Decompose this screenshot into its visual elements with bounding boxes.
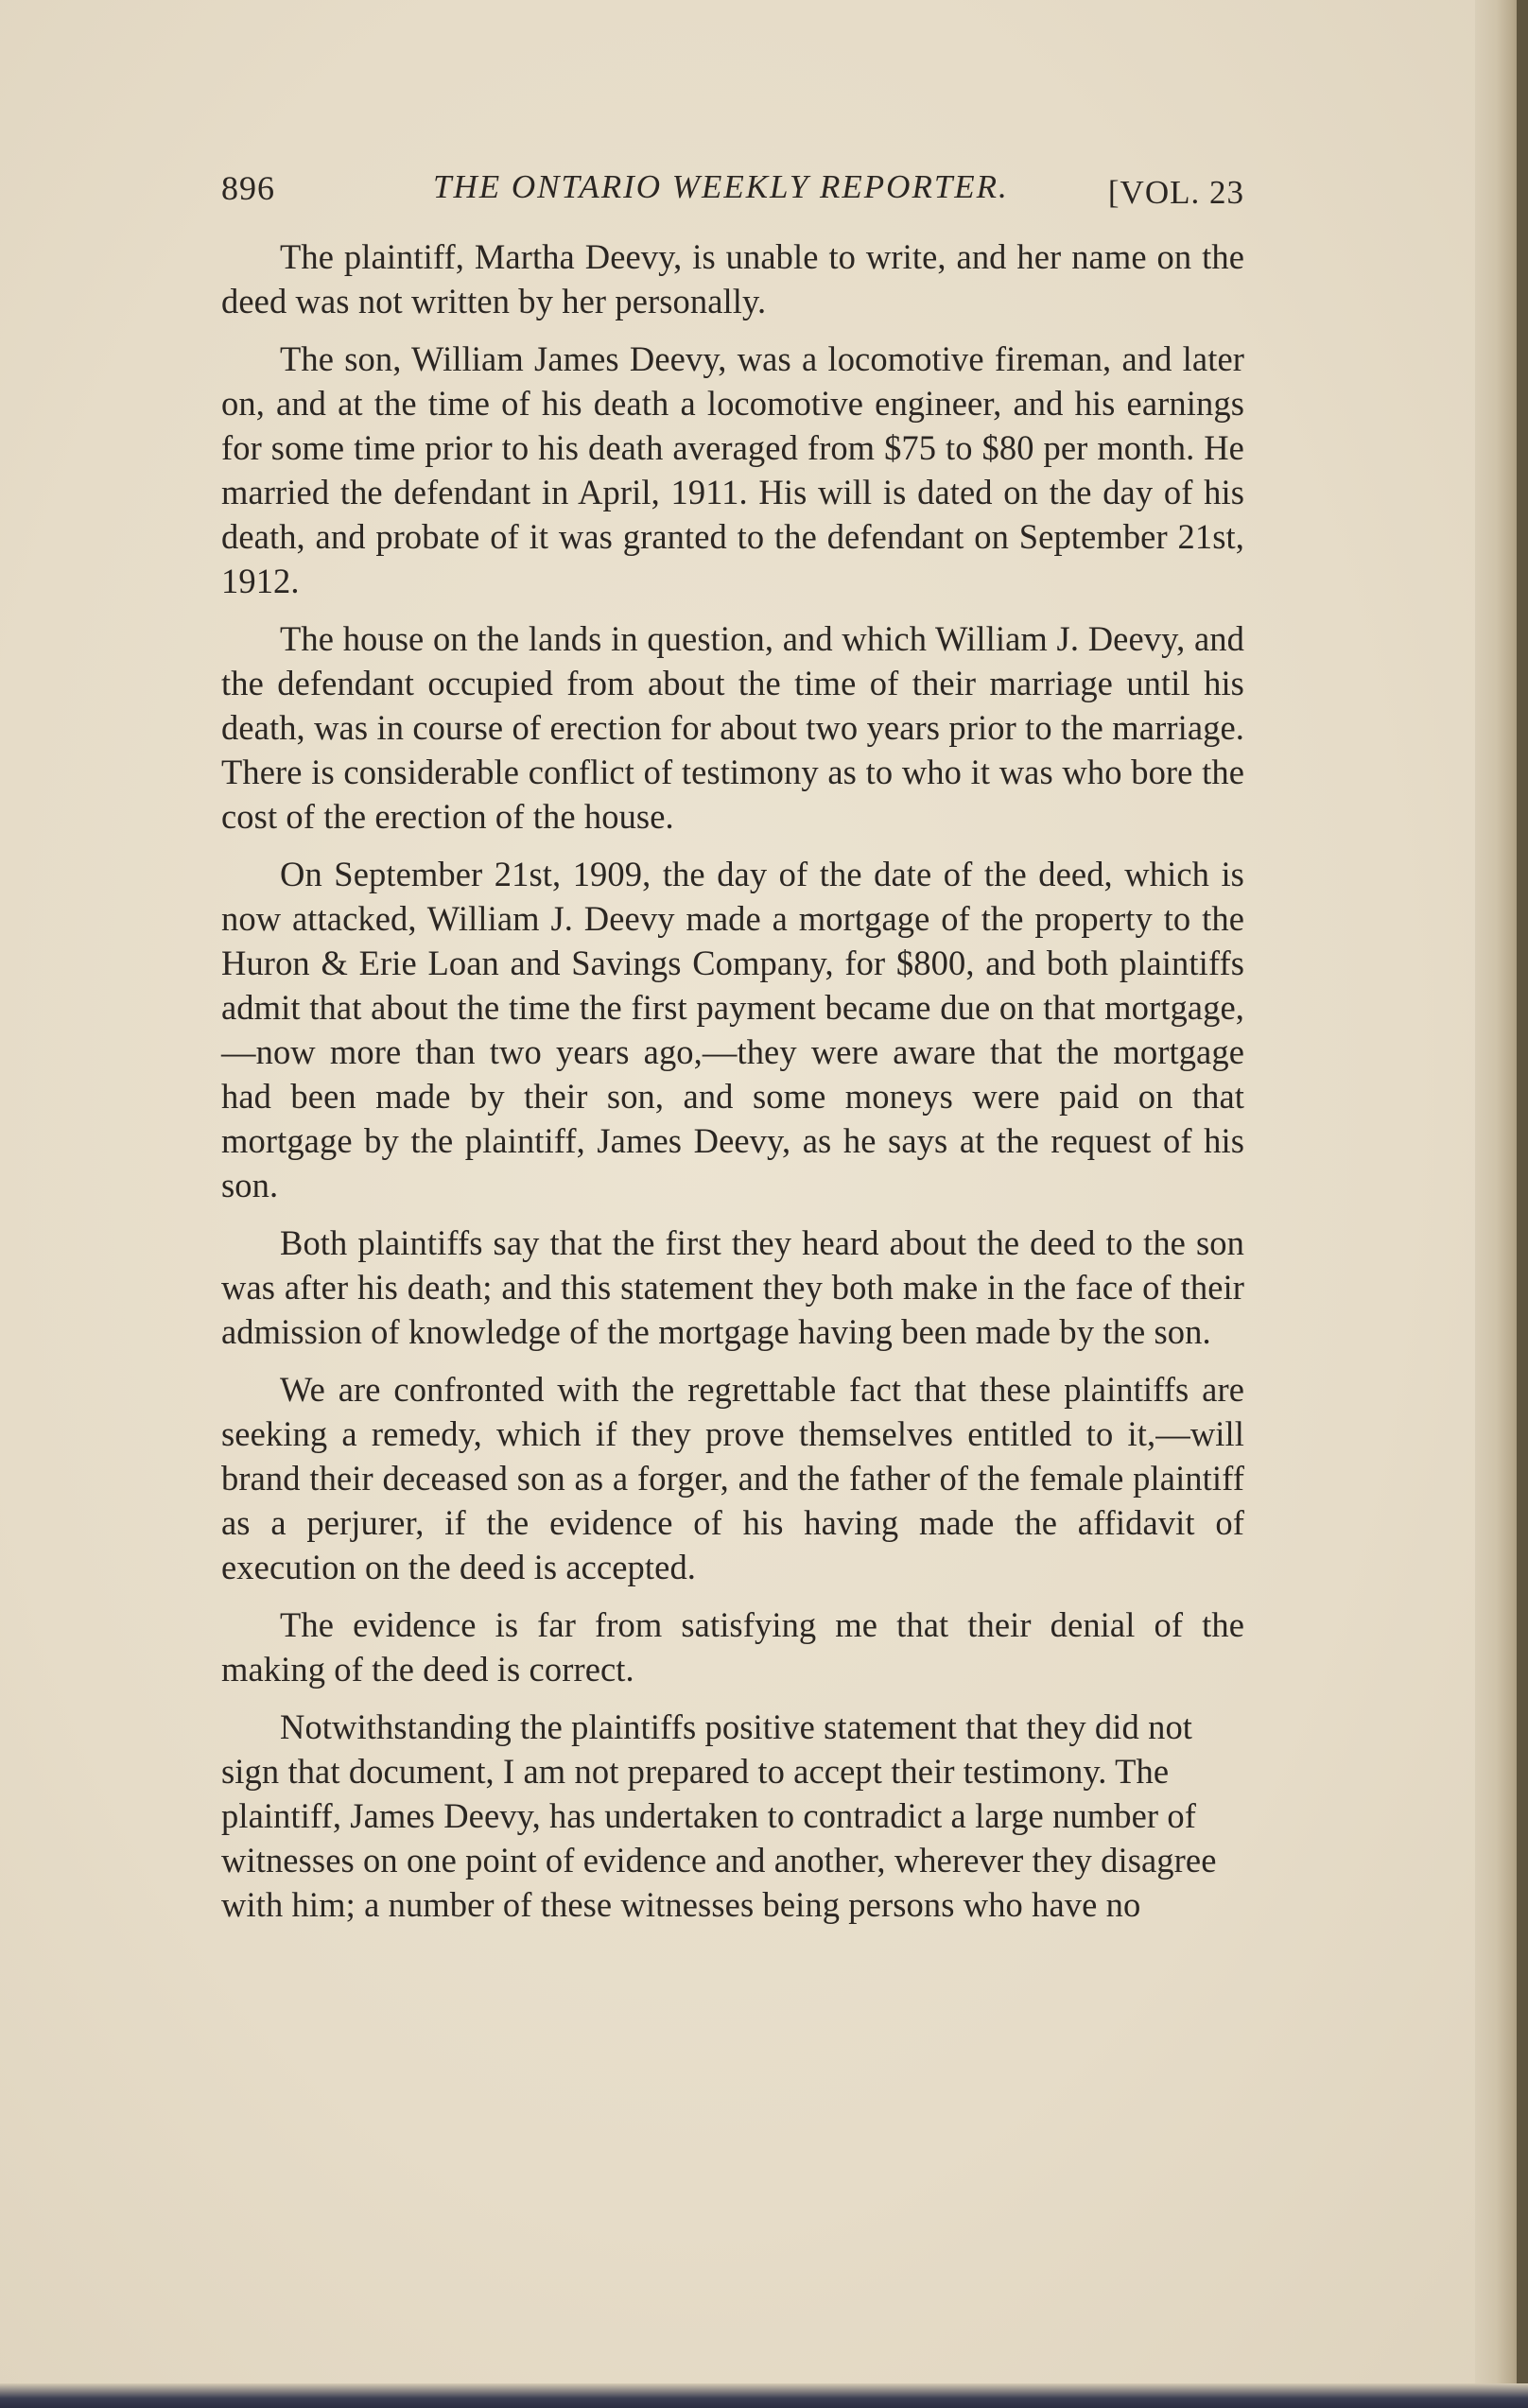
paragraph: Notwithstanding the plaintiffs positive statement that they did not sign that document, I am not prepared to accept their testimony. The plaintiff, James Deevy, has undertaken to contradict a large number of witnesses on one point of evidence and another, wherever they disagree with him; a number of these witnesses being persons who have no: [221, 1707, 1217, 1924]
paragraph: Both plaintiffs say that the first they heard about the deed to the son was after his death; and this statement they both make in the face of their admission of knowledge of the mortgage having been made by the son.: [221, 1223, 1244, 1351]
paragraph: We are confronted with the regrettable fact that these plaintiffs are seeking a remedy, which if they prove themselves entitled to it,—will brand their deceased son as a forger, and the father of the female plaintiff as a perjurer, if the evidence of his having made the affidavit of execution on the deed is accepted.: [221, 1370, 1244, 1586]
running-title: THE ONTARIO WEEKLY REPORTER.: [433, 168, 1009, 205]
paragraph: The evidence is far from satisfying me that their denial of the making of the deed is correct.: [221, 1605, 1244, 1689]
page-number: 896: [221, 169, 275, 207]
body-text: [221, 234, 1244, 1940]
page-bottom-edge: [0, 2383, 1528, 2408]
volume-label: [VOL. 23: [1107, 174, 1244, 211]
paragraph: The son, William James Deevy, was a locomotive fireman, and later on, and at the time of his death a locomotive engineer, and his earnings for some time prior to his death averaged from $75 to $80 per month. He married the defendant in April, 1911. His will is dated on the day of his death, and probate of it was granted to the defendant on September 21st, 1912.: [221, 339, 1244, 600]
page-header: [221, 168, 1244, 217]
paragraph: The house on the lands in question, and which William J. Deevy, and the defendant occupied from about the time of their marriage until his death, was in course of erection for about two years prior to the marriage. There is considerable conflict of testimony as to who it was who bore the cost of the erection of the house.: [221, 619, 1244, 836]
page-binding-shadow: [1517, 0, 1528, 2408]
paragraph: The plaintiff, Martha Deevy, is unable to write, and her name on the deed was not written by her personally.: [221, 237, 1244, 320]
paragraph: On September 21st, 1909, the day of the date of the deed, which is now attacked, William J. Deevy made a mortgage of the property to the Huron & Erie Loan and Savings Company, for $800, and both plaintiffs admit that about the time the first payment became due on that mortgage,—now more than two years ago,—they were aware that the mortgage had been made by their son, and some moneys were paid on that mortgage by the plaintiff, James Deevy, as he says at the request of his son.: [221, 855, 1244, 1204]
